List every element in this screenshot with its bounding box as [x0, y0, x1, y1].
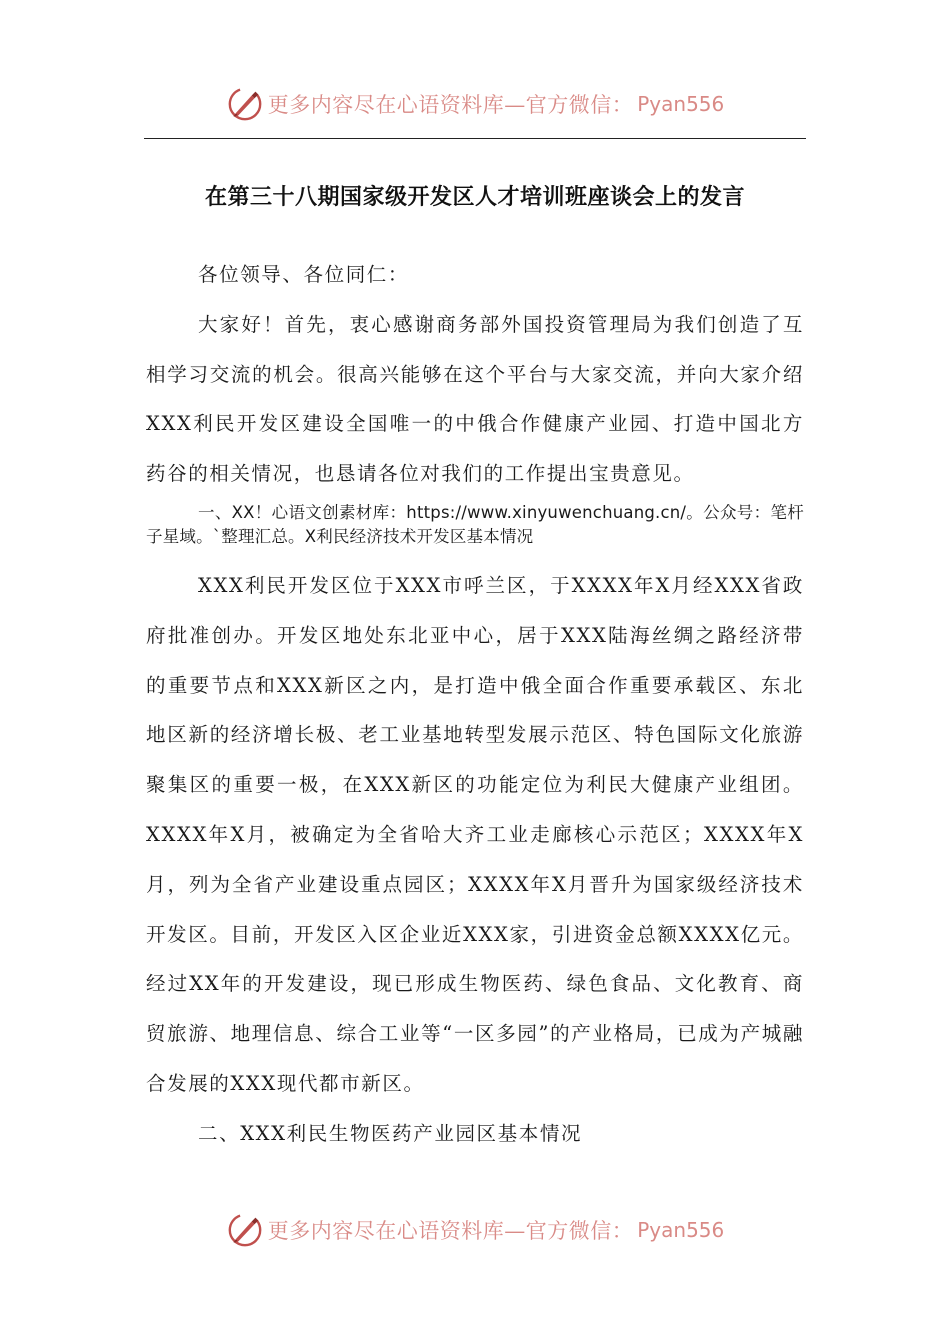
document-title: 在第三十八期国家级开发区人才培训班座谈会上的发言: [204, 185, 745, 210]
section-heading-1: 一、XX！心语文创素材库：https://www.xinyuwenchuang.cn/。公众号：笔杆子星域。`整理汇总。X利民经济技术开发区基本情况: [146, 502, 804, 546]
paragraph-overview: XXX利民开发区位于XXX市呼兰区，于XXXX年X月经XXX省政府批准创办。开发区地处东北亚中心，居于XXX陆海丝绸之路经济带的重要节点和XXX新区之内，是打造中俄全面合作重要承载区、东北地区新的经济增长极、老工业基地转型发展示范区、特色国际文化旅游聚集区的重要一极，在XXX新区的功能定位为利民大健康产业组团。XXXX年X月，被确定为全省哈大齐工业走廊核心示范区；XXXX年X月，列为全省产业建设重点园区；XXXX年X月晋升为国家级经济技术开发区。目前，开发区入区企业近XXX家，引进资金总额XXXX亿元。经过XX年的开发建设，现已形成生物医药、绿色食品、文化教育、商贸旅游、地理信息、综合工业等“一区多园”的产业格局，已成为产城融合发展的XXX现代都市新区。: [146, 573, 804, 1095]
banner-text: 更多内容尽在心语资料库—官方微信：: [267, 93, 634, 117]
banner-wechat-handle: Pyan556: [637, 92, 725, 116]
header-divider: [144, 138, 806, 139]
brush-logo-icon: [226, 1211, 264, 1249]
document-body: [146, 250, 804, 1159]
banner-wechat-handle: Pyan556: [637, 1218, 725, 1242]
brush-logo-icon: [226, 85, 264, 123]
paragraph-intro: 大家好！首先，衷心感谢商务部外国投资管理局为我们创造了互相学习交流的机会。很高兴能够在这个平台与大家交流，并向大家介绍XXX利民开发区建设全国唯一的中俄合作健康产业园、打造中国北方药谷的相关情况，也恳请各位对我们的工作提出宝贵意见。: [146, 312, 804, 486]
header-banner: [0, 82, 950, 126]
salutation: 各位领导、各位同仁：: [198, 263, 410, 286]
section-heading-2: 二、XXX利民生物医药产业园区基本情况: [198, 1121, 583, 1145]
banner-text: 更多内容尽在心语资料库—官方微信：: [267, 1219, 634, 1243]
footer-banner: [0, 1208, 950, 1252]
